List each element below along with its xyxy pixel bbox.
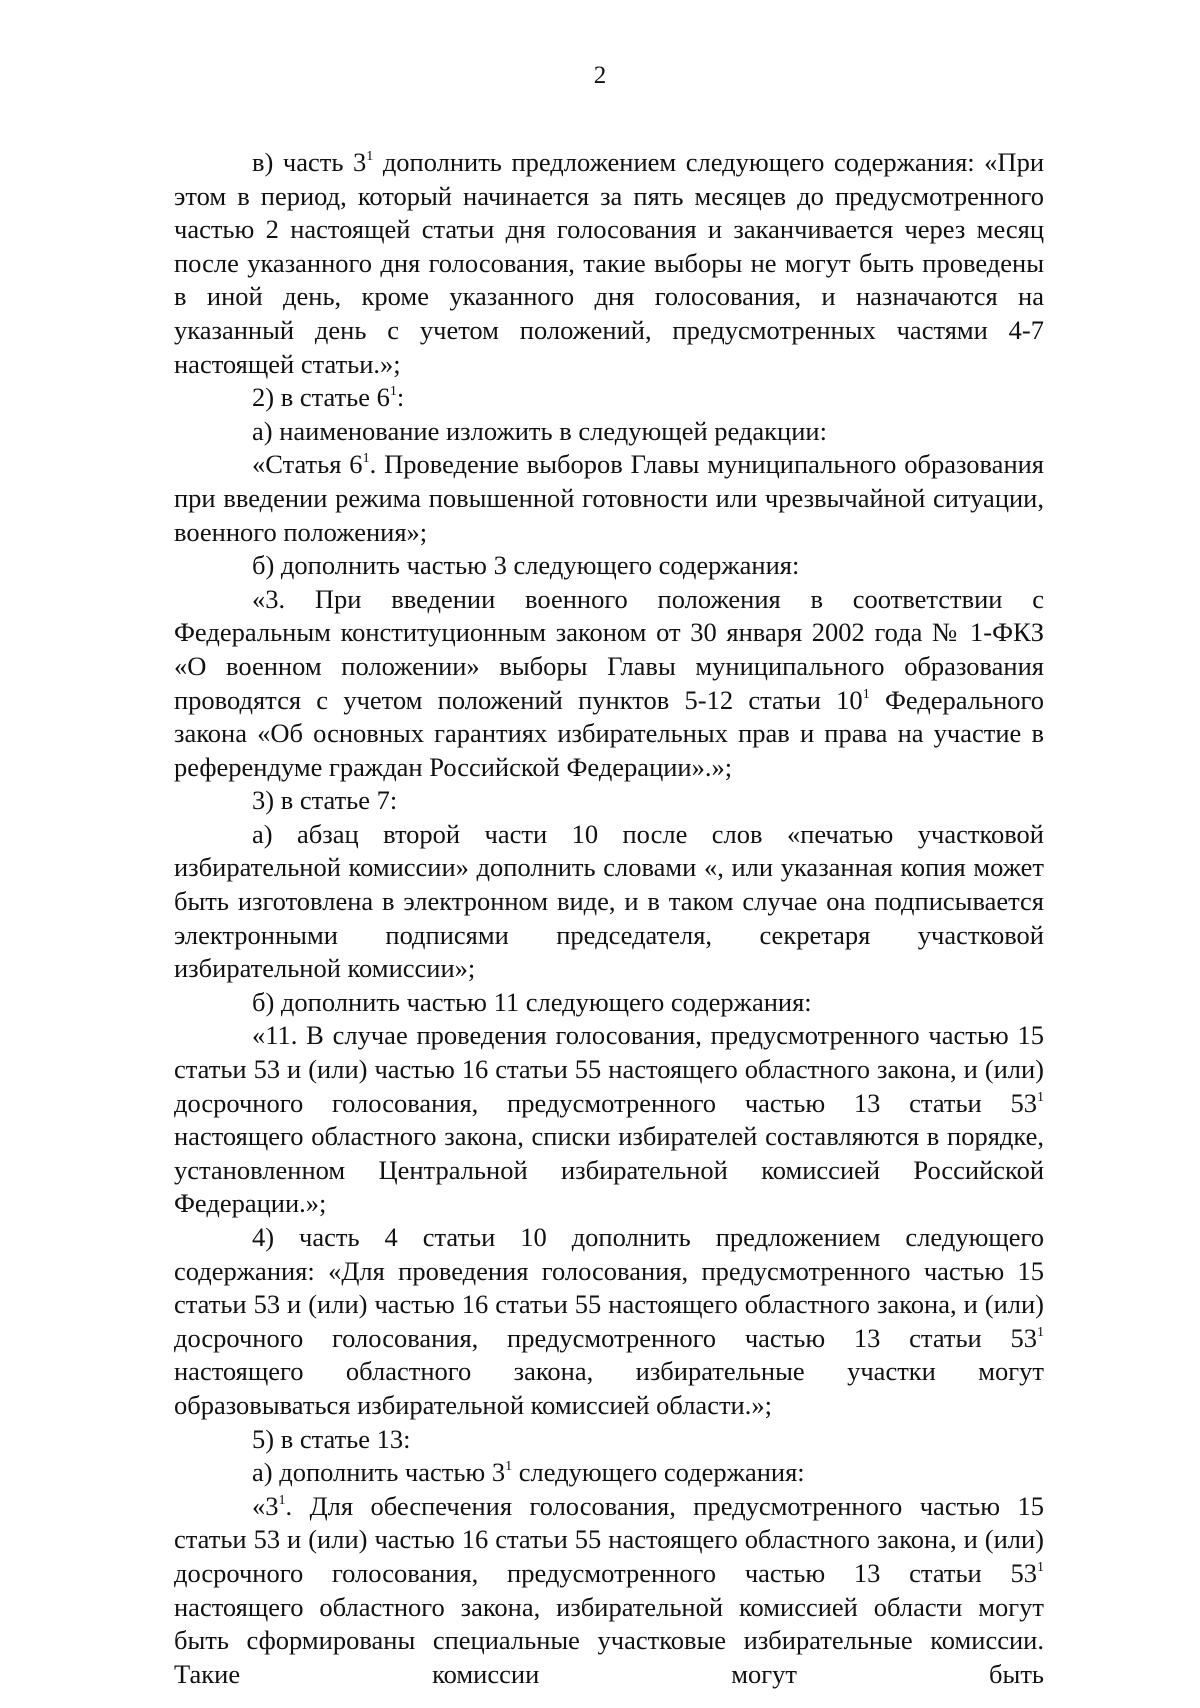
- superscript: 1: [278, 1492, 286, 1508]
- page-number: 2: [593, 62, 607, 89]
- text-run: следующего содержания:: [512, 1457, 805, 1488]
- paragraph: [174, 549, 1044, 583]
- text-run: 4) часть 4 статьи 10 дополнить предложением следующего содержания: «Для проведения голосования, предусмотренного частью 15 статьи 53 и (или) частью 16 статьи 55 настоящего областного закона, и (или) досрочного голосования, предусмотренного частью 13 статьи 53: [174, 1222, 1044, 1353]
- text-run: Федерального закона «Об основных гарантиях избирательных прав и права на участие в референдуме граждан Российской Федерации».»;: [174, 684, 1044, 782]
- paragraph: [174, 1490, 1044, 1692]
- text-run: «3: [252, 1490, 279, 1521]
- text-run: б) дополнить частью 11 следующего содержания:: [252, 986, 812, 1017]
- paragraph: [174, 583, 1044, 785]
- paragraph: [174, 415, 1044, 449]
- text-run: а) наименование изложить в следующей редакции:: [252, 415, 827, 446]
- paragraph: [174, 146, 1044, 381]
- superscript: 1: [1037, 1324, 1044, 1340]
- text-run: «Статья 6: [252, 449, 363, 480]
- paragraph: [174, 818, 1044, 986]
- text-run: настоящего областного закона, списки избирателей составляются в порядке, установленном Центральной избирательной комиссией Российской Федерации.»;: [174, 1121, 1044, 1219]
- paragraph: [174, 381, 1044, 415]
- paragraph: [174, 986, 1044, 1020]
- text-run: 3) в статье 7:: [252, 785, 398, 816]
- text-run: б) дополнить частью 3 следующего содержания:: [252, 550, 800, 581]
- paragraph: [174, 1221, 1044, 1423]
- superscript: 1: [505, 1459, 513, 1475]
- text-run: настоящего областного закона, избирательной комиссией области могут быть сформированы специальные участковые избирательные комиссии. Такие комиссии могут быть: [174, 1591, 1044, 1689]
- superscript: 1: [1037, 1089, 1044, 1105]
- paragraph: [174, 1456, 1044, 1490]
- text-run: «11. В случае проведения голосования, предусмотренного частью 15 статьи 53 и (или) частью 16 статьи 55 настоящего областного закона, и (или) досрочного голосования, предусмотренного частью 13 статьи 53: [174, 1020, 1044, 1118]
- document-body: [174, 146, 1044, 1691]
- text-run: . Для обеспечения голосования, предусмотренного частью 15 статьи 53 и (или) частью 16 статьи 55 настоящего областного закона, и (или) досрочного голосования, предусмотренного частью 13 статьи 53: [174, 1490, 1044, 1588]
- superscript: 1: [362, 451, 370, 467]
- superscript: 1: [389, 384, 397, 400]
- superscript: 1: [862, 686, 870, 702]
- paragraph: [174, 1423, 1044, 1457]
- text-run: 2) в статье 6: [252, 382, 390, 413]
- superscript: 1: [1037, 1559, 1044, 1575]
- text-run: «3. При введении военного положения в соответствии с Федеральным конституционным законом от 30 января 2002 года № 1-ФКЗ «О военном положении» выборы Главы муниципального образования проводятся с учетом положений пунктов 5-12 статьи 10: [174, 583, 1044, 715]
- paragraph: [174, 1019, 1044, 1221]
- text-run: а) абзац второй части 10 после слов «печатью участковой избирательной комиссии» дополнить словами «, или указанная копия может быть изготовлена в электронном виде, и в таком случае она подписывается электронными подписями председателя, секретаря участковой избирательной комиссии»;: [174, 818, 1044, 984]
- text-run: дополнить предложением следующего содержания: «При этом в период, который начинается за пять месяцев до предусмотренного частью 2 настоящей статьи дня голосования и заканчивается через месяц после указанного дня голосования, такие выборы не могут быть проведены в иной день, кроме указанного дня голосования, и назначаются на указанный день с учетом положений, предусмотренных частями 4-7 настоящей статьи.»;: [174, 147, 1045, 379]
- text-run: в) часть 3: [252, 147, 367, 177]
- text-run: а) дополнить частью 3: [252, 1457, 506, 1488]
- paragraph: [174, 448, 1044, 549]
- superscript: 1: [366, 149, 374, 164]
- paragraph: [174, 784, 1044, 818]
- text-run: . Проведение выборов Главы муниципального образования при введении режима повышенной готовности или чрезвычайной ситуации, военного положения»;: [174, 449, 1044, 547]
- text-run: настоящего областного закона, избирательные участки могут образовываться избирательной комиссией области.»;: [174, 1356, 1044, 1420]
- text-run: 5) в статье 13:: [252, 1423, 411, 1454]
- text-run: :: [396, 382, 405, 413]
